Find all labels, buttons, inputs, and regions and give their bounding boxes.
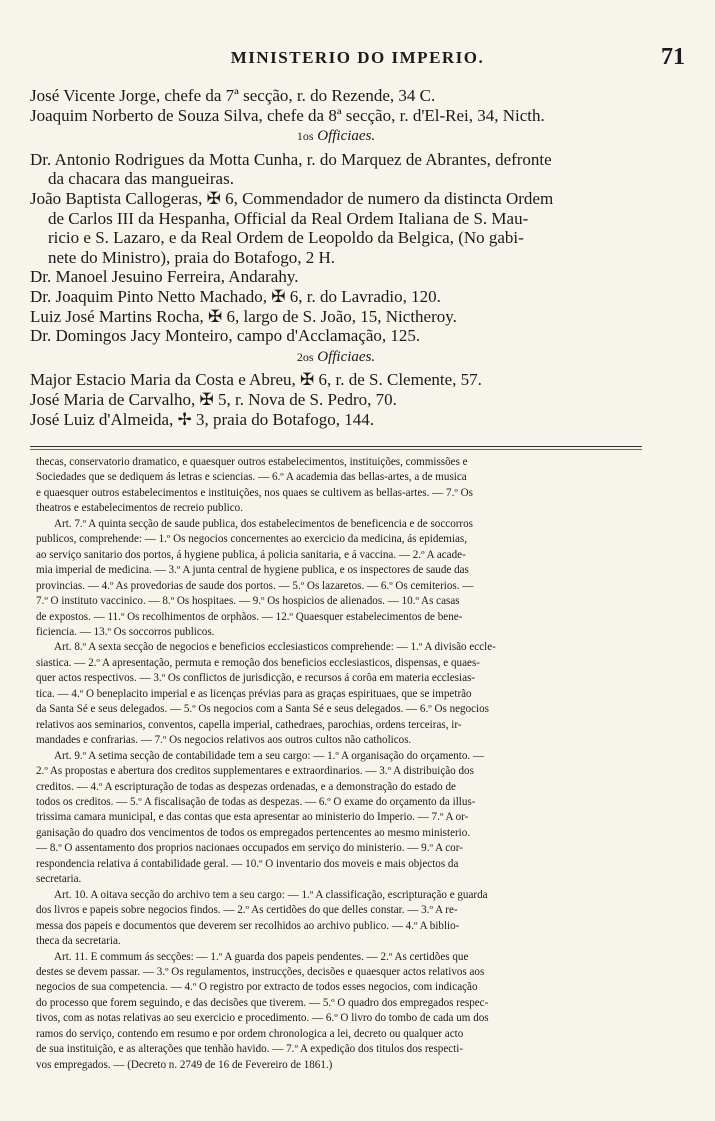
footnote-line: de sua instituição, e as alterações que tenhão havido. — 7.º A expedição dos titulos dos respecti- <box>36 1043 464 1056</box>
running-title: MINISTERIO DO IMPERIO. <box>230 48 485 67</box>
footnote-line: destes se devem passar. — 3.º Os regulamentos, instrucções, decisões e quaesquer actos relativos aos <box>36 965 485 978</box>
page-number: 71 <box>661 44 685 70</box>
footnote-line: trissima camara municipal, e das contas que esta apresentar ao ministerio do Imperio. — 7.º A or- <box>36 811 469 824</box>
officials-1-list <box>30 150 642 346</box>
footnote-line: tivos, com as notas relativas ao seu exercicio e procedimento. — 6.º O livro do tombo de cada um dos <box>36 1012 489 1025</box>
footnote-line: — 8.º O assentamento dos proprios nacionaes occupados em serviço do ministerio. — 9.º A cor- <box>36 842 463 855</box>
section-heading-1os-officiaes <box>30 127 642 147</box>
footnote-line: mandades e confrarias. — 7.º Os negocios relativos aos outros cultos não catholicos. <box>36 734 412 747</box>
entry-line: Luiz José Martins Rocha, ✠ 6, largo de S. João, 15, Nictheroy. <box>30 306 457 326</box>
page-header <box>30 44 685 74</box>
footnote-line: theca da secretaria. <box>36 935 121 948</box>
entry-line: José Vicente Jorge, chefe da 7ª secção, r. do Rezende, 34 C. <box>30 86 436 105</box>
footnote-line: negocios de sua competencia. — 4.º O registro por extracto de todos esses negocios, com indicação <box>36 981 478 994</box>
entry-line: Dr. Domingos Jacy Monteiro, campo d'Acclamação, 125. <box>30 326 421 346</box>
footnote-line: Art. 8.º A sexta secção de negocios e beneficios ecclesiasticos comprehende: — 1.º A divisão eccle- <box>54 641 496 654</box>
footnote-line: Sociedades que se dediquem ás letras e sciencias. — 6.º A academia das bellas-artes, a de musica <box>36 471 467 484</box>
footnote-line: ramos do serviço, contendo em resumo e por ordem chronologica a lei, decreto ou qualquer acto <box>36 1027 464 1040</box>
footnote-line: ganisação do quadro dos vencimentos de todos os empregados pertencentes ao mesmo ministerio. <box>36 826 471 839</box>
entry-line: Dr. Manoel Jesuino Ferreira, Andarahy. <box>30 267 299 287</box>
footnote-line: 7.º O instituto vaccinico. — 8.º Os hospitaes. — 9.º Os hospicios de alienados. — 10.º As casas <box>36 595 460 608</box>
entry-line: Joaquim Norberto de Souza Silva, chefe da 8ª secção, r. d'El-Rei, 34, Nicth. <box>30 105 545 125</box>
footnote-line: dos livros e papeis sobre negocios findos. — 2.º As certidões do que delles constar. — 3.º A re- <box>36 904 458 917</box>
officials-2-list <box>30 370 642 429</box>
footnote-line: e quaesquer outros estabelecimentos e instituições, nos quaes se cultivem as bellas-artes. — 7.º Os <box>36 486 473 499</box>
footnote-line: vos empregados. — (Decreto n. 2749 de 16 de Fevereiro de 1861.) <box>36 1058 333 1071</box>
footnote-rule-secondary <box>30 449 642 450</box>
footnote-line: relativos aos seminarios, conventos, capella imperial, cathedraes, parochias, ordens terceiras, ir- <box>36 718 462 731</box>
entry-line: Dr. Antonio Rodrigues da Motta Cunha, r. do Marquez de Abrantes, defronte <box>30 149 552 169</box>
entry-line: nete do Ministro), praia do Botafogo, 2 H. <box>48 247 336 267</box>
footnote-line: Art. 7.º A quinta secção de saude publica, dos estabelecimentos de beneficencia e de soccorros <box>54 517 473 530</box>
footnote-line: secretaria. <box>36 873 82 886</box>
section-ordinal: 2os <box>296 349 314 364</box>
entry-line: João Baptista Callogeras, ✠ 6, Commendador de numero da distincta Ordem <box>30 188 554 208</box>
entry-line: ricio e S. Lazaro, e da Real Ordem de Leopoldo da Belgica, (No gabi- <box>48 228 524 248</box>
footnote-line: provincias. — 4.º As provedorias de saude dos portos. — 5.º Os lazaretos. — 6.º Os cemiterios. — <box>36 579 474 592</box>
footnote-line: ao serviço sanitario dos portos, á hygiene publica, á policia sanitaria, e á vaccina. — 2.º A acade- <box>36 548 466 561</box>
entry-line: José Maria de Carvalho, ✠ 5, r. Nova de S. Pedro, 70. <box>30 389 397 409</box>
footnote-line: da Santa Sé e seus delegados. — 5.º Os negocios com a Santa Sé e seus delegados. — 6.º Os negocios <box>36 703 490 716</box>
entry-line: de Carlos III da Hespanha, Official da Real Ordem Italiana de S. Mau- <box>48 208 529 228</box>
footnote-line: siastica. — 2.º A apresentação, permuta e remoção dos beneficios ecclesiasticos, dispensas, e quaes- <box>36 656 480 669</box>
entry-line: da chacara das mangueiras. <box>48 169 234 189</box>
footnote-text <box>36 455 642 1073</box>
section-heading-2os-officiaes <box>30 348 642 368</box>
footnote-line: creditos. — 4.º A escripturação de todas as despezas ordenadas, e a demonstração do estado de <box>36 780 456 793</box>
section-label: Officiaes. <box>317 348 376 365</box>
entry-line: Major Estacio Maria da Costa e Abreu, ✠ 6, r. de S. Clemente, 57. <box>30 370 482 390</box>
footnote-line: quer actos respectivos. — 3.º Os conflictos de jurisdicção, e recursos á corôa em materia ecclesias- <box>36 672 476 685</box>
footnote-line: ficiencia. — 13.º Os soccorros publicos. <box>36 625 215 638</box>
entry-line: José Luiz d'Almeida, ✢ 3, praia do Botafogo, 144. <box>30 409 375 429</box>
footnote-line: de expostos. — 11.º Os recolhimentos de orphãos. — 12.º Quaesquer estabelecimentos de bene- <box>36 610 463 623</box>
footnote-line: respondencia relativa á contabilidade geral. — 10.º O inventario dos moveis e mais objectos da <box>36 857 459 870</box>
personnel-list <box>30 86 642 429</box>
footnote-line: messa dos papeis e documentos que deverem ser recolhidos ao archivo publico. — 4.º A biblio- <box>36 919 460 932</box>
footnote-line: theatros e estabelecimentos de recreio publico. <box>36 502 243 515</box>
entry-line: Dr. Joaquim Pinto Netto Machado, ✠ 6, r. do Lavradio, 120. <box>30 286 441 306</box>
footnote-line: mia imperial de medicina. — 3.º A junta central de hygiene publica, e os inspectores de saude das <box>36 564 469 577</box>
section-label: Officiaes. <box>317 128 376 145</box>
footnote-line: do processo que forem seguindo, e das decisões que tiverem. — 5.º O quadro dos empregados respec- <box>36 996 489 1009</box>
footnote-rule <box>30 446 642 447</box>
footnote-line: publicos, comprehende: — 1.º Os negocios concernentes ao exercicio da medicina, ás epidemias, <box>36 533 468 546</box>
footnote-line: tica. — 4.º O beneplacito imperial e as licenças prévias para as graças espirituaes, que se impetrão <box>36 687 472 700</box>
footnote-line: Art. 9.º A setima secção de contabilidade tem a seu cargo: — 1.º A organisação do orçamento. — <box>54 749 485 762</box>
footnote-line: Art. 10. A oitava secção do archivo tem a seu cargo: — 1.º A classificação, escripturação e guarda <box>54 888 488 901</box>
footnote-line: thecas, conservatorio dramatico, e quaesquer outros estabelecimentos, instituições, commissões e <box>36 456 468 468</box>
footnote-line: Art. 11. E commum ás secções: — 1.º A guarda dos papeis pendentes. — 2.º As certidões que <box>54 950 469 963</box>
section-ordinal: 1os <box>296 129 314 144</box>
footnote-line: todos os creditos. — 5.º A fiscalisação de todas as despezas. — 6.º O exame do orçamento da illus- <box>36 795 476 808</box>
footnote-line: 2.º As propostas e abertura dos creditos supplementares e extraordinarios. — 3.º A distribuição dos <box>36 765 474 778</box>
section-chiefs-list <box>30 86 642 125</box>
